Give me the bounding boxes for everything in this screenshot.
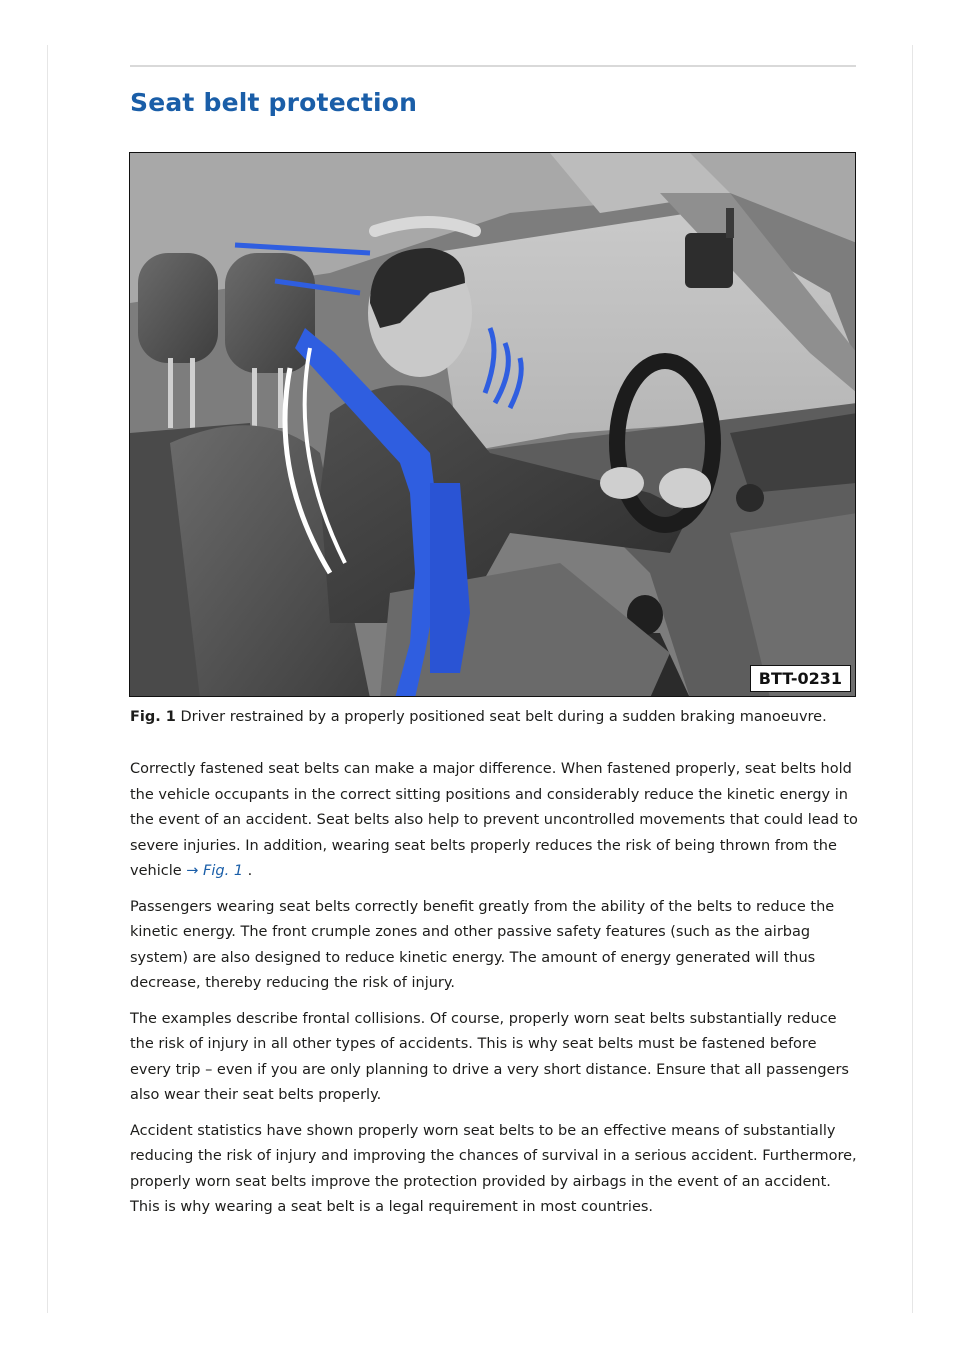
paragraph-1-end: .	[243, 863, 253, 879]
figure-caption-text: Driver restrained by a properly positioned seat belt during a sudden braking manoeuvre.	[180, 709, 827, 725]
page-margin-line-left	[47, 45, 48, 1313]
header-rule	[130, 65, 856, 67]
body-text	[130, 757, 860, 1231]
figure-label: Fig. 1	[130, 709, 176, 725]
driver-seatbelt-illustration	[130, 153, 856, 697]
paragraph-1-text: Correctly fastened seat belts can make a major difference. When fastened properly, seat belts hold the vehicle occupants in the correct sitting positions and considerably reduce the kinetic energy in the event of an accident. Seat belts also help to prevent uncontrolled movements that could lead to severe injuries. In addition, wearing seat belts properly reduces the risk of being thrown from the vehicle	[130, 761, 858, 879]
figure-reference-link[interactable]: → Fig. 1	[186, 863, 244, 879]
paragraph-4: Accident statistics have shown properly worn seat belts to be an effective means of substantially reducing the risk of injury and improving the chances of survival in a serious accident. Furthermore, properly worn seat belts improve the protection provided by airbags in the event of an accident. This is why wearing a seat belt is a legal requirement in most countries.	[130, 1122, 857, 1215]
figure-caption	[130, 709, 860, 725]
paragraph-3: The examples describe frontal collisions. Of course, properly worn seat belts substantially reduce the risk of injury in all other types of accidents. This is why seat belts must be fastened before every trip – even if you are only planning to drive a very short distance. Ensure that all passengers also wear their seat belts properly.	[130, 1010, 849, 1103]
page-margin-line-right	[912, 45, 913, 1313]
figure-illustration	[129, 152, 856, 697]
figure-code-badge: BTT-0231	[750, 665, 851, 692]
mirror-shape	[685, 233, 733, 288]
page-title: Seat belt protection	[130, 88, 418, 117]
paragraph-2: Passengers wearing seat belts correctly benefit greatly from the ability of the belts to reduce the kinetic energy. The front crumple zones and other passive safety features (such as the airbag system) are also designed to reduce kinetic energy. The amount of energy generated will thus decrease, thereby reducing the risk of injury.	[130, 898, 835, 991]
paragraph-1	[130, 757, 860, 885]
